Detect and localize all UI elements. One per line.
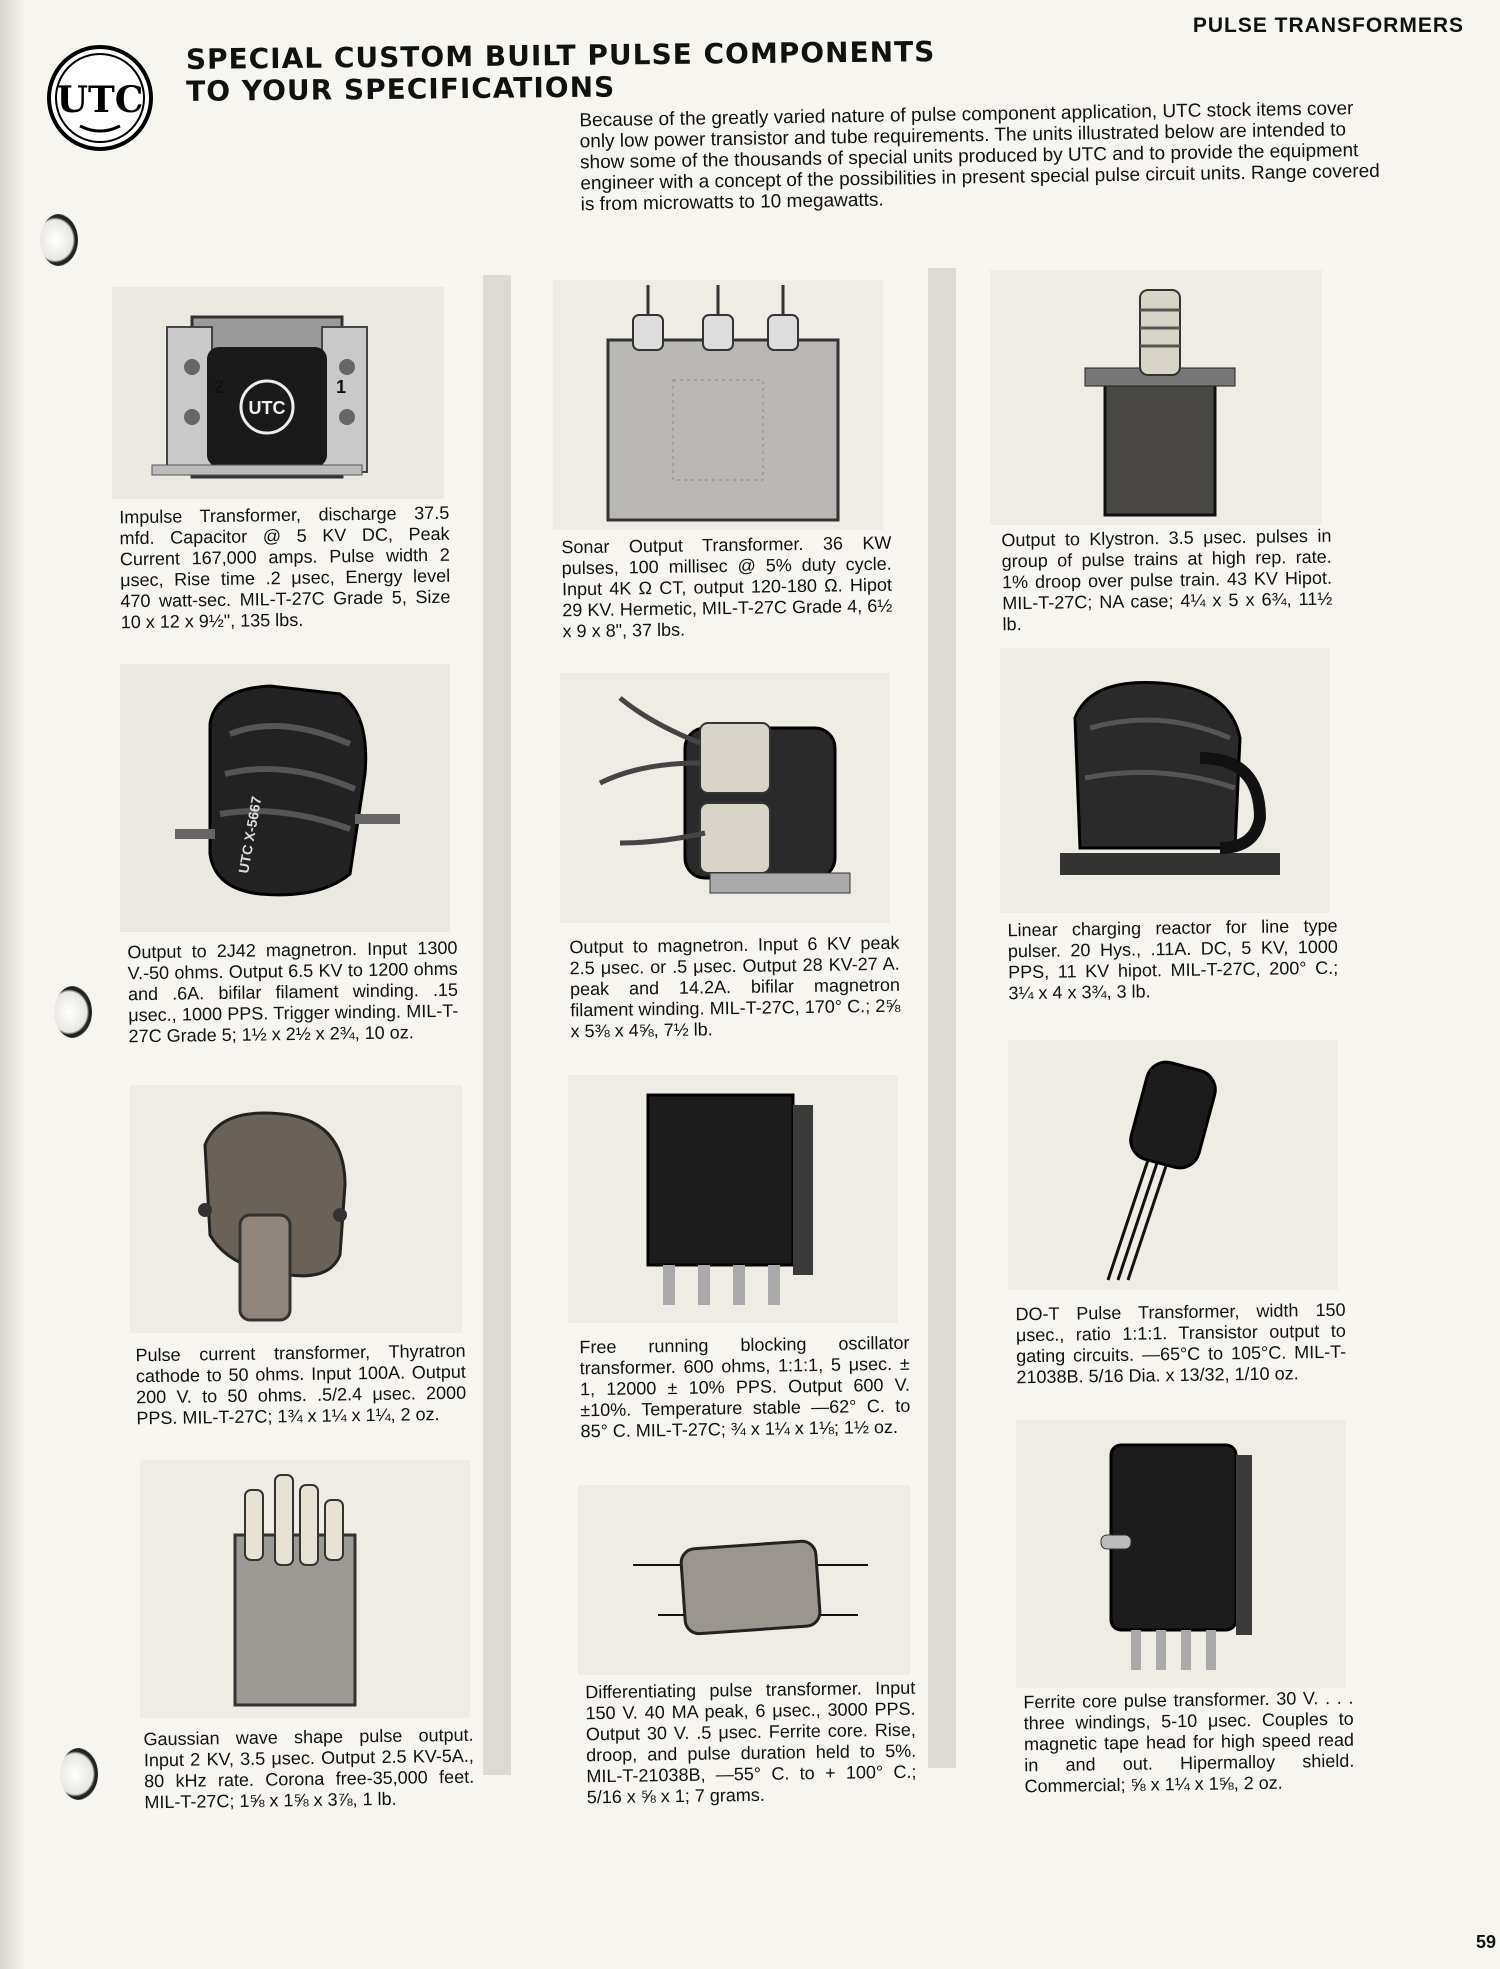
title-line-2: TO YOUR SPECIFICATIONS (186, 70, 616, 108)
sonar-output-transformer-photo (553, 280, 883, 530)
ferrite-core-pulse-transformer-photo (1016, 1420, 1346, 1688)
product-caption-5: Output to magnetron. Input 6 KV peak 2.5 μsec. or .5 μsec. Output 28 KV-27 A. peak and 14.2A. bifilar magnetron filament winding. MIL-T-27C, 170° C.; 2⅝ x 5⅜ x 4⅝, 7½ lb. (569, 932, 901, 1042)
product-caption-1: Impulse Transformer, discharge 37.5 mfd. Capacitor @ 5 KV DC, Peak Current 167,000 amps. Pulse width 2 μsec, Rise time .2 μsec, Energy level 470 watt-sec. MIL-T-27C Grade 5, Size 10 x 12 x 9½", 135 lbs. (119, 502, 451, 633)
svg-text:UTC: UTC (248, 398, 286, 418)
binder-hole-top (40, 214, 78, 266)
product-caption-9: DO-T Pulse Transformer, width 150 μsec., ratio 1:1:1. Transistor output to gating circuits. —65°C to 105°C. MIL-T-21038B. 5/16 Dia. x 13/32, 1/10 oz. (1015, 1299, 1347, 1388)
impulse-transformer-photo (112, 287, 444, 499)
product-caption-10: Gaussian wave shape pulse output. Input 2 KV, 3.5 μsec. Output 2.5 KV-5A., 80 kHz rate. Corona free-35,000 feet. MIL-T-27C; 1⅝ x 1⅝ x 3⅞, 1 lb. (143, 1724, 475, 1813)
page-title (186, 36, 947, 108)
product-caption-6: Linear charging reactor for line type pulser. 20 Hys., .11A. DC, 5 KV, 1000 PPS, 11 KV hipot. MIL-T-27C, 200° C.; 3¼ x 4 x 3¾, 3 lb. (1007, 915, 1339, 1004)
product-caption-12: Ferrite core pulse transformer. 30 V. . . . three windings, 5-10 μsec. Couples to magnetic tape head for high speed read in and out. Hipermalloy shield. Commercial; ⅝ x 1¼ x 1⅝, 2 oz. (1023, 1687, 1355, 1797)
logo-text: UTC (56, 79, 144, 121)
product-caption-7: Pulse current transformer, Thyratron cathode to 50 ohms. Input 100A. Output 200 V. to 50 ohms. .5/2.4 μsec. 2000 PPS. MIL-T-27C; 1¾ x 1¼ x 1¼, 2 oz. (135, 1340, 467, 1429)
magnetron-output-photo (560, 673, 890, 923)
pulse-current-transformer-photo (130, 1085, 462, 1333)
column-divider-right (928, 268, 956, 1768)
binder-hole-middle (54, 986, 92, 1038)
binder-hole-bottom (60, 1748, 98, 1800)
section-label: PULSE TRANSFORMERS (1192, 14, 1464, 37)
linear-charging-reactor-photo (1000, 648, 1330, 913)
product-caption-4: Output to 2J42 magnetron. Input 1300 V.-50 ohms. Output 6.5 KV to 1200 ohms and .6A. bifilar filament winding. .15 μsec., 1000 PPS. Trigger winding. MIL-T-27C Grade 5; 1½ x 2½ x 2¾, 10 oz. (127, 937, 459, 1047)
do-t-pulse-transformer-photo (1008, 1040, 1338, 1290)
differentiating-pulse-transformer-photo (578, 1485, 910, 1675)
klystron-output-photo (990, 270, 1322, 525)
magnetron-2j42-output-photo (120, 664, 450, 932)
gaussian-pulse-output-photo (140, 1460, 470, 1718)
product-caption-11: Differentiating pulse transformer. Input 150 V. 40 MA peak, 6 μsec., 3000 PPS. Output 30 V. .5 μsec. Ferrite core. Rise, droop, and pulse duration held to 5%. MIL-T-21038B, —55° C. to + 100° C.; 5/16 x ⅝ x 1; 7 grams. (585, 1677, 917, 1808)
product-caption-3: Output to Klystron. 3.5 μsec. pulses in group of pulse trains at high rep. rate. 1% droop over pulse train. 43 KV Hipot. MIL-T-27C; NA case; 4¼ x 5 x 6¾, 11½ lb. (1001, 525, 1333, 635)
intro-paragraph: Because of the greatly varied nature of pulse component application, UTC stock items cover only low power transistor and tube requirements. The units illustrated below are intended to show some of the thousands of special units produced by UTC and to provide the equipment engineer with a concept of the possibilities in present special pulse circuit units. Range covered is from microwatts to 10 megawatts. (579, 98, 1380, 216)
utc-logo (46, 44, 154, 152)
svg-text:UTC X-5667: UTC X-5667 (235, 795, 265, 875)
page-number: 59 (1476, 1932, 1497, 1952)
svg-text:1: 1 (336, 377, 347, 397)
page-binding-edge (0, 0, 26, 1969)
product-caption-8: Free running blocking oscillator transformer. 600 ohms, 1:1:1, 5 μsec. ± 1, 12000 ± 10% PPS. Output 600 V. ±10%. Temperature stable —62° C. to 85° C. MIL-T-27C; ¾ x 1¼ x 1⅛; 1½ oz. (579, 1332, 911, 1442)
svg-text:2: 2 (214, 377, 225, 397)
blocking-oscillator-transformer-photo (568, 1075, 898, 1323)
column-divider-left (483, 275, 511, 1775)
title-line-1: SPECIAL CUSTOM BUILT PULSE COMPONENTS (185, 35, 936, 76)
product-caption-2: Sonar Output Transformer. 36 KW pulses, 100 millisec @ 5% duty cycle. Input 4K Ω CT, output 120-180 Ω. Hipot 29 KV. Hermetic, MIL-T-27C Grade 4, 6½ x 9 x 8", 37 lbs. (561, 532, 893, 642)
